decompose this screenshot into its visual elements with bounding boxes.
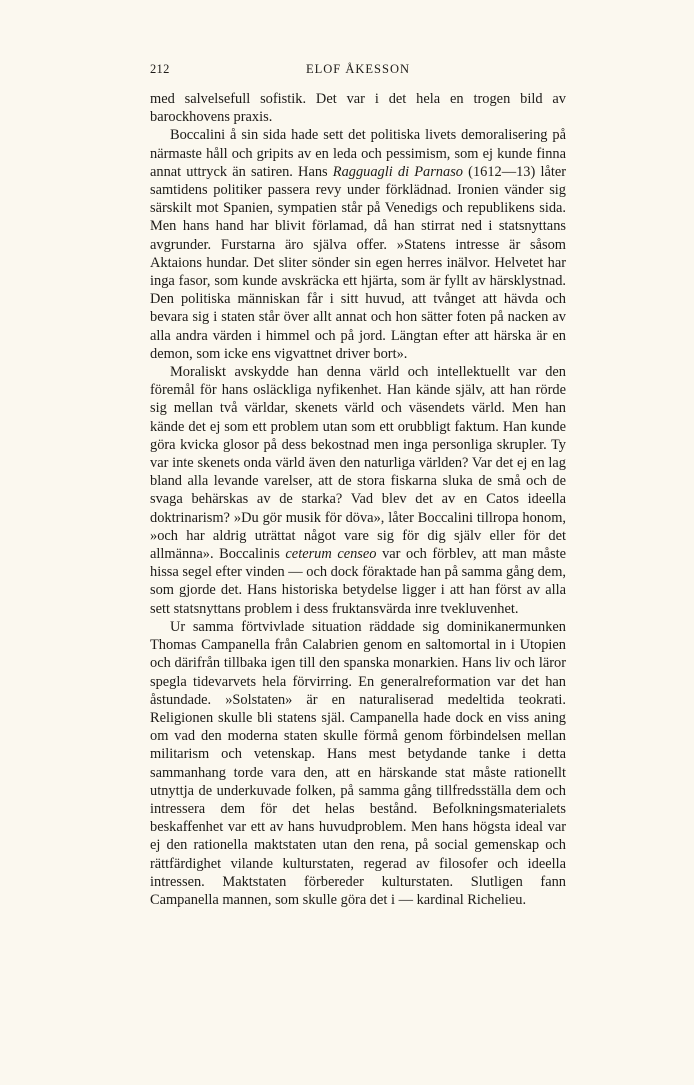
body-text	[150, 90, 566, 909]
text-run: var och förblev, att man måste hissa segel efter vinden — och dock föraktade han på samma gång dem, som gjorde det. Hans historiska betydelse ligger i att han först av alla sett statsnyttans problem i dess fruktansvärda inre tvekluvenhet.	[150, 546, 566, 617]
running-head: ELOF ÅKESSON	[305, 62, 411, 76]
italic-title: Ragguagli di Parnaso	[332, 163, 463, 180]
page-number: 212	[150, 62, 170, 76]
paragraph-3	[150, 363, 566, 618]
text-run: Boccalini å sin sida hade sett det politiska livets demoralisering på närmaste håll och gripits av en leda och pessimism, som ej kunde finna annat uttryck än satiren. Hans	[150, 127, 566, 180]
text-run: (1612—13) låter samtidens politiker passera revy under förklädnad. Ironien vänder sig särskilt mot Spanien, sympatien står på Venedigs och republikens sida. Men hans hand har blivit förlamad, då han stirrat ned i statsnyttans avgrunder. Furstarna äro själva offer. »Statens intresse är såsom Aktaions hundar. Det sliter sönder sin egen herres inälvor. Helvetet har inga fasor, som kunde avskräcka ett hjärta, som är fyllt av härsklystnad. Den politiska människan får i sitt huvud, att tvånget att hävda och bevara sig i staten står över allt annat och hon sätter foten på nacken av alla andra värden i himmel och på jord. Längtan efter att härska är en demon, som icke ens vigvattnet driver bort».	[150, 163, 567, 362]
text-run: Ur samma förtvivlade situation räddade sig dominikanermunken Thomas Campanella från Calabrien genom en saltomortal in i Utopien och därifrån tillbaka igen till den spanska monarkien. Hans liv och läror spegla tidevarvets hela förvirring. En generalreformation var det han åstundade. »Solstaten» är en naturaliserad medeltida teokrati. Religionen skulle bli statens själ. Campanella hade dock en viss aning om vad den moderna staten skulle förmå genom förbindelsen mellan militarism och vetenskap. Hans mest betydande tanke i detta sammanhang torde vara den, att en härskande stat måste rationellt utnyttja de underkuvade folken, på samma gång tillfredsställa dem och intressera dem för det helas bestånd. Befolkningsmaterialets beskaffenhet var ett av hans huvudproblem. Men hans högsta ideal var ej den rationella maktstaten utan den rena, på social gemenskap och rättfärdighet vilande kulturstaten, regerad av filosofer och ideella intressen. Maktstaten förbereder kulturstaten. Slutligen fann Campanella mannen, som skulle göra det i — kardinal Richelieu.	[150, 618, 566, 908]
paragraph-4	[150, 618, 566, 909]
text-run: Moraliskt avskydde han denna värld och intellektuellt var den föremål för hans osläckliga nyfikenhet. Han kände själv, att han rörde sig mellan två världar, skenets värld och väsendets värld. Men han kände det ej som ett problem utan som ett orubbligt faktum. Han kunde göra kvicka glosor på dess bekostnad men inga personliga skrupler. Ty var inte skenets onda värld även den naturliga världen? Var det ej en lag bland alla levande varelser, att de stora fiskarna sluka de små och de svaga behärskas av de starka? Vad blev det av en Catos ideella doktrinarism? »Du gör musik för döva», låter Boccalini tillropa honom, »och har aldrig uträttat något vare sig för dig själv eller för det allmänna». Boccalinis	[150, 364, 566, 563]
paragraph-2	[150, 126, 566, 363]
italic-phrase: ceterum censeo	[285, 546, 377, 563]
text-run: med salvelsefull sofistik. Det var i det hela en trogen bild av barockhovens praxis.	[150, 91, 566, 126]
page-header	[150, 62, 566, 80]
paragraph-1	[150, 90, 566, 126]
